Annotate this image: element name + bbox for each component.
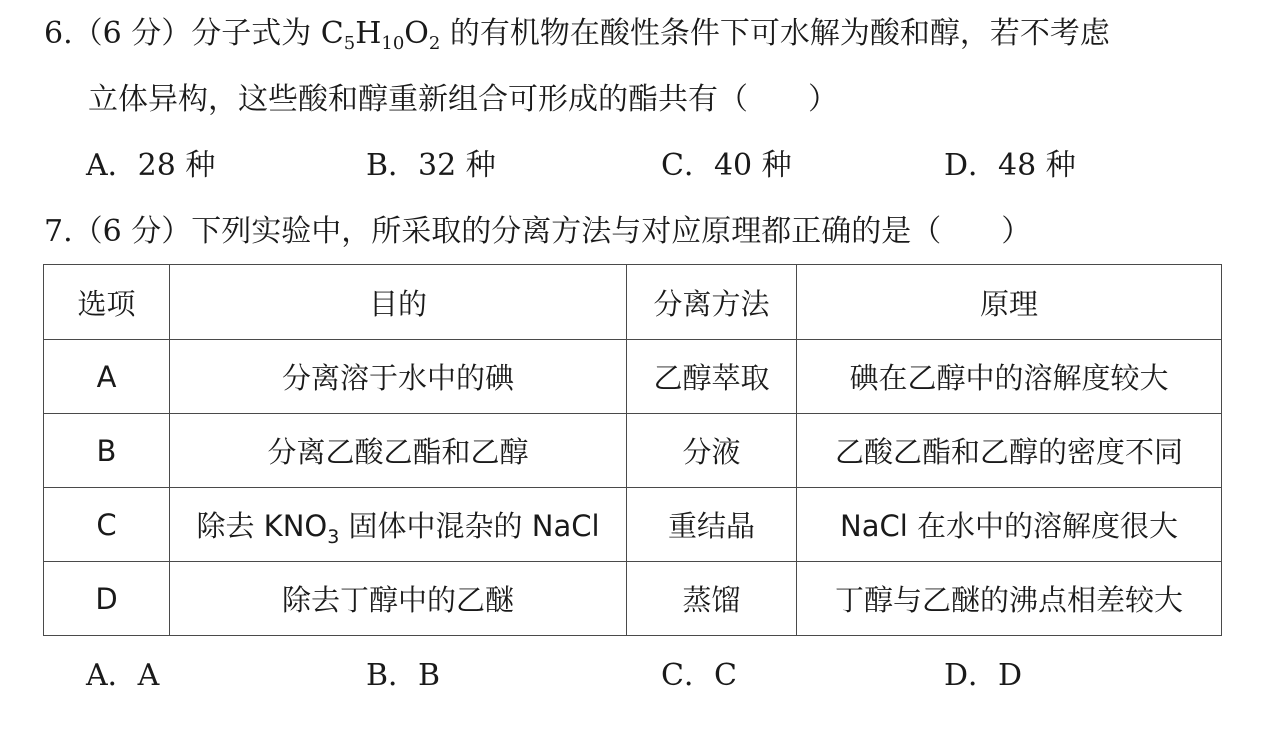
q6-stem-line2: 立体异构，这些酸和醇重新组合可形成的酯共有（ ） bbox=[88, 82, 838, 117]
row-c-method: 重结晶 bbox=[627, 488, 797, 562]
row-d-method: 蒸馏 bbox=[627, 562, 797, 636]
q6-formula-sub-o: 2 bbox=[428, 33, 441, 54]
row-c-purpose-pre: 除去 KNO bbox=[196, 509, 328, 543]
table-row bbox=[44, 414, 1222, 488]
row-a-purpose: 分离溶于水中的碘 bbox=[170, 340, 627, 414]
row-b-principle: 乙酸乙酯和乙醇的密度不同 bbox=[797, 414, 1222, 488]
table-row bbox=[44, 562, 1222, 636]
header-principle: 原理 bbox=[797, 265, 1222, 340]
table-row bbox=[44, 488, 1222, 562]
q6-points: （6 分） bbox=[72, 16, 192, 51]
row-c-principle: NaCl 在水中的溶解度很大 bbox=[797, 488, 1222, 562]
row-b-method: 分液 bbox=[627, 414, 797, 488]
q6-option-a[interactable]: A．28 种 bbox=[86, 148, 216, 183]
q6-stem-part1: 分子式为 C bbox=[191, 16, 344, 51]
q7-stem bbox=[44, 212, 1031, 252]
row-a-principle: 碘在乙醇中的溶解度较大 bbox=[797, 340, 1222, 414]
q6-option-d[interactable]: D．48 种 bbox=[944, 148, 1076, 183]
q6-number: 6. bbox=[44, 16, 73, 51]
row-c-purpose bbox=[170, 488, 627, 562]
row-a-option: A bbox=[44, 340, 170, 414]
q6-formula-o: O bbox=[404, 16, 429, 51]
row-c-purpose-post: 固体中混杂的 NaCl bbox=[339, 509, 600, 543]
row-d-purpose: 除去丁醇中的乙醚 bbox=[170, 562, 627, 636]
row-b-purpose: 分离乙酸乙酯和乙醇 bbox=[170, 414, 627, 488]
q6-formula-h: H bbox=[355, 16, 382, 51]
table-header-row bbox=[44, 265, 1222, 340]
q6-option-b[interactable]: B．32 种 bbox=[366, 148, 496, 183]
row-d-principle: 丁醇与乙醚的沸点相差较大 bbox=[797, 562, 1222, 636]
q6-formula-sub-c: 5 bbox=[343, 33, 356, 54]
q6-formula-sub-h: 10 bbox=[381, 33, 405, 54]
separation-table bbox=[43, 264, 1222, 636]
q7-option-b[interactable]: B．B bbox=[366, 658, 441, 693]
q7-option-a[interactable]: A．A bbox=[86, 658, 160, 693]
header-method: 分离方法 bbox=[627, 265, 797, 340]
q6-stem-part2: 的有机物在酸性条件下可水解为酸和醇，若不考虑 bbox=[440, 16, 1110, 51]
q7-option-c[interactable]: C．C bbox=[661, 658, 737, 693]
q7-number: 7. bbox=[44, 214, 73, 249]
header-option: 选项 bbox=[44, 265, 170, 340]
q7-option-d[interactable]: D．D bbox=[944, 658, 1023, 693]
row-d-option: D bbox=[44, 562, 170, 636]
q7-points: （6 分） bbox=[72, 214, 192, 249]
row-b-option: B bbox=[44, 414, 170, 488]
row-c-option: C bbox=[44, 488, 170, 562]
q6-option-c[interactable]: C．40 种 bbox=[661, 148, 792, 183]
table-row bbox=[44, 340, 1222, 414]
header-purpose: 目的 bbox=[170, 265, 627, 340]
q7-stem-text: 下列实验中，所采取的分离方法与对应原理都正确的是（ ） bbox=[191, 214, 1032, 249]
q6-stem-line1 bbox=[44, 14, 1110, 54]
row-a-method: 乙醇萃取 bbox=[627, 340, 797, 414]
row-c-purpose-sub: 3 bbox=[327, 526, 340, 548]
